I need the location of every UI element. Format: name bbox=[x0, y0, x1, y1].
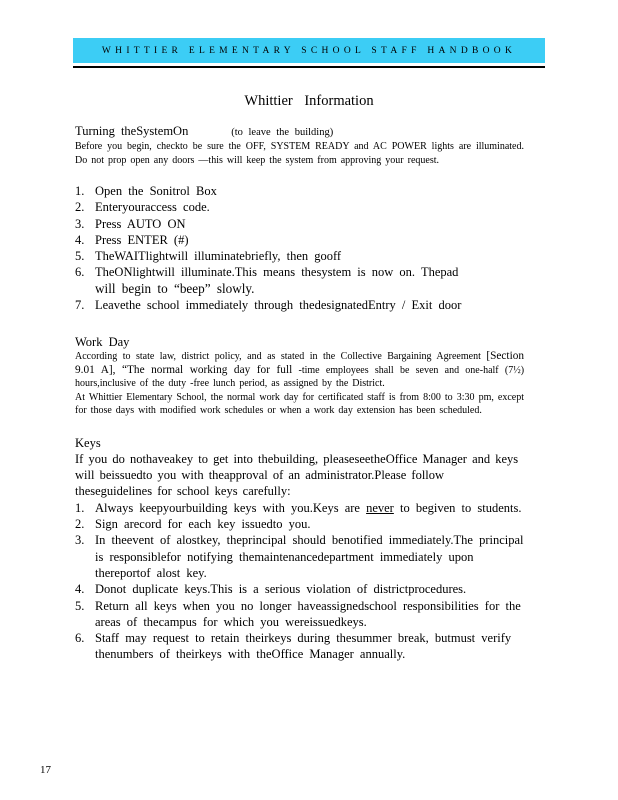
work-day-section bbox=[75, 335, 524, 418]
list-item: 4. Donot duplicate keys.This is a serious violation of districtprocedures. bbox=[75, 582, 467, 597]
emphasis-never: never bbox=[366, 500, 394, 515]
list-item: 5. Return all keys when you no longer haveassignedschool responsibilities for the areas of thecampus for which you wereissuedkeys. bbox=[75, 598, 521, 629]
header-rule bbox=[73, 66, 545, 68]
keys-intro: If you do nothaveakey to get into thebuilding, pleaseseetheOffice Manager and keys will beissuedto you with theapproval of an administrator.Please follow theseguidelines for school keys carefully: bbox=[75, 451, 519, 499]
list-item: 4. Press ENTER (#) bbox=[75, 232, 189, 247]
list-item: 1. Always keepyourbuilding keys with you.Keys are never to begiven to students. bbox=[75, 500, 522, 515]
list-item: 6. Staff may request to retain theirkeys during thesummer break, butmust verify thenumbers of theirkeys with theOffice Manager annually. bbox=[75, 631, 512, 662]
work-day-hours-paragraph: At Whittier Elementary School, the normal work day for certificated staff is from 8:00 to 3:30 pm, except for those days with modified work schedules or when a work day extension has been scheduled. bbox=[75, 391, 524, 417]
keys-heading: Keys bbox=[75, 435, 101, 450]
header-band bbox=[73, 38, 545, 63]
turning-on-steps bbox=[75, 183, 524, 313]
list-item: 2. Sign arecord for each key issuedto you. bbox=[75, 517, 311, 532]
list-item: 5. TheWAITlightwill illuminatebriefly, then gooff bbox=[75, 249, 342, 264]
list-item: 2. Enteryouraccess code. bbox=[75, 200, 210, 215]
turning-on-section bbox=[75, 124, 524, 313]
document-body bbox=[75, 124, 524, 663]
list-item: 7. Leavethe school immediately through thedesignatedEntry / Exit door bbox=[75, 298, 462, 313]
turning-on-intro: Before you begin, checkto be sure the OFF, SYSTEM READY and AC POWER lights are illuminated. Do not prop open any doors —this will keep the system from approving your request. bbox=[75, 141, 524, 166]
list-item: 3. Press AUTO ON bbox=[75, 216, 186, 231]
turning-on-heading: Turning theSystemOn bbox=[75, 124, 189, 138]
list-item: 1. Open the Sonitrol Box bbox=[75, 184, 217, 198]
page-number: 17 bbox=[40, 764, 51, 776]
handbook-title: WHITTIER ELEMENTARY SCHOOL STAFF HANDBOOK bbox=[101, 45, 517, 56]
turning-on-heading-note: (to leave the building) bbox=[231, 127, 334, 138]
work-day-paragraph: According to state law, district policy, and as stated in the Collective Bargaining Agreement [Section 9.01 A], “The normal working day for full -time employees shall be seven and one-half (7½) hours,inclusive of the duty -free lunch period, as assigned by the District. bbox=[75, 350, 525, 390]
list-item: 6. TheONlightwill illuminate.This means thesystem is now on. Thepad will begin to “beep” slowly. bbox=[75, 265, 459, 296]
keys-guidelines bbox=[75, 500, 524, 663]
section-heading bbox=[75, 124, 524, 140]
page-title: Whittier Information bbox=[244, 93, 374, 109]
work-day-heading: Work Day bbox=[75, 335, 130, 350]
list-item: 3. In theevent of alostkey, theprincipal should benotified immediately.The principal is responsiblefor notifying themaintenancedepartment immediately upon thereportof alost key. bbox=[75, 533, 524, 580]
keys-section bbox=[75, 436, 524, 663]
